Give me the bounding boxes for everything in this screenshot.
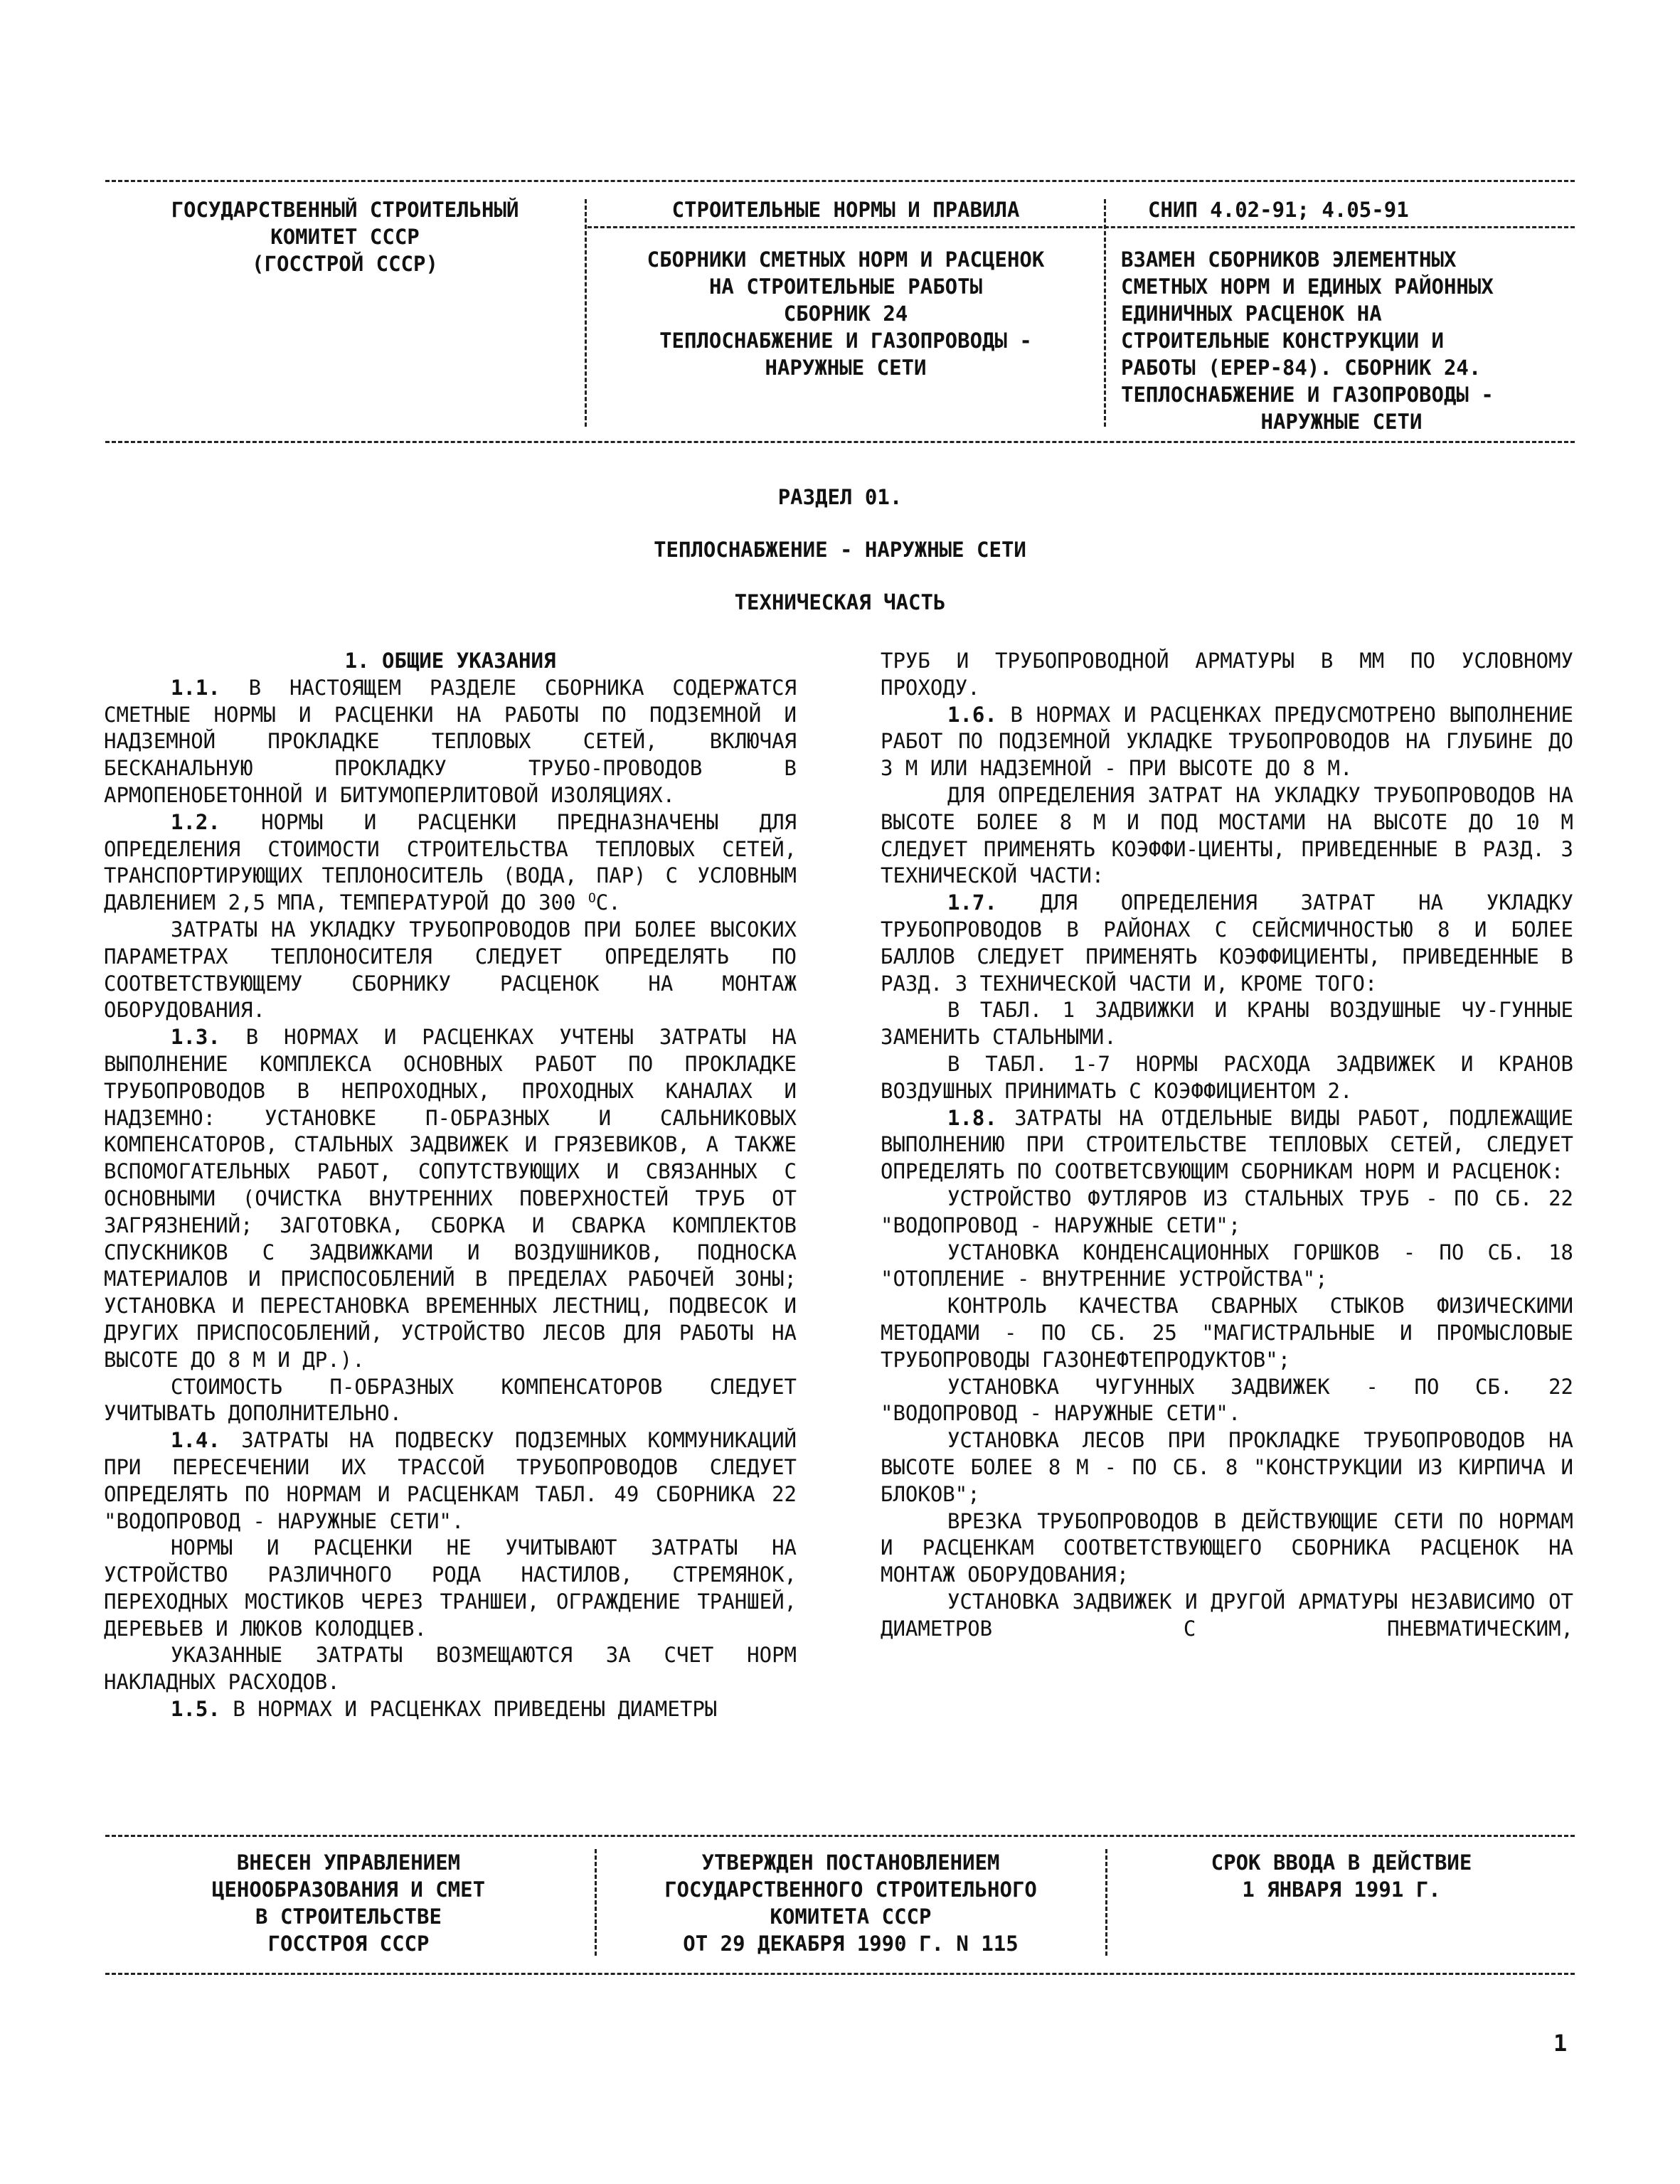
paragraph-text: НОРМЫ И РАСЦЕНКИ ПРЕДНАЗНАЧЕНЫ ДЛЯ ОПРЕДЕЛЕНИЯ СТОИМОСТИ СТРОИТЕЛЬСТВА ТЕПЛОВЫХ СЕТЕЙ, ТРАНСПОРТИРУЮЩИХ ТЕПЛОНОСИТЕЛЬ (ВОДА, ПАР) С УСЛОВНЫМ ДАВЛЕНИЕМ 2,5 МПА, ТЕМПЕРАТУРОЙ ДО 300: [104, 809, 797, 915]
paragraph-text: ЗАТРАТЫ НА УКЛАДКУ ТРУБОПРОВОДОВ ПРИ БОЛЕЕ ВЫСОКИХ ПАРАМЕТРАХ ТЕПЛОНОСИТЕЛЯ СЛЕДУЕТ ОПРЕДЕЛЯТЬ ПО СООТВЕТСТВУЮЩЕМУ СБОРНИКУ РАСЦЕНОК НА МОНТАЖ ОБОРУДОВАНИЯ.: [104, 917, 797, 1023]
footer-left-line: ГОССТРОЯ СССР: [267, 1932, 430, 1956]
paragraph-text: ДЛЯ ОПРЕДЕЛЕНИЯ ЗАТРАТ НА УКЛАДКУ ТРУБОПРОВОДОВ В РАЙОНАХ С СЕЙСМИЧНОСТЬЮ 8 И БОЛЕЕ БАЛЛОВ СЛЕДУЕТ ПРИМЕНЯТЬ КОЭФФИЦИЕНТЫ, ПРИВЕДЕННЫЕ В РАЗД. 3 ТЕХНИЧЕСКОЙ ЧАСТИ И, КРОМЕ ТОГО:: [881, 890, 1573, 996]
footer-left-line: ВНЕСЕН УПРАВЛЕНИЕМ: [236, 1850, 461, 1875]
header-left-line: КОМИТЕТ СССР: [270, 225, 420, 249]
header-left-line: (ГОССТРОЙ СССР): [252, 252, 438, 276]
header-divider-right: [1104, 199, 1106, 427]
paragraph: [881, 890, 1573, 997]
left-text-column: [104, 648, 797, 1723]
header-left-block: [114, 196, 576, 277]
header-right-line: ТЕПЛОСНАБЖЕНИЕ И ГАЗОПРОВОДЫ -: [1121, 383, 1494, 407]
footer-mid-block: [602, 1849, 1100, 1957]
paragraph-text: УКАЗАННЫЕ ЗАТРАТЫ ВОЗМЕЩАЮТСЯ ЗА СЧЕТ НОРМ НАКЛАДНЫХ РАСХОДОВ.: [104, 1643, 797, 1695]
paragraph-number: 1.8.: [947, 1105, 997, 1130]
paragraph: [881, 997, 1573, 1051]
paragraph-number: 1.2.: [171, 809, 220, 834]
section-title: РАЗДЕЛ 01.: [777, 485, 903, 509]
paragraph: [104, 1024, 797, 1373]
paragraph-number: 1.4.: [171, 1428, 220, 1453]
doc-type-title: СТРОИТЕЛЬНЫЕ НОРМЫ И ПРАВИЛА: [671, 198, 1020, 222]
subject-title: ТЕПЛОСНАБЖЕНИЕ - НАРУЖНЫЕ СЕТИ: [654, 538, 1026, 562]
header-right-block: [1114, 246, 1569, 435]
footer-mid-line: КОМИТЕТА СССР: [770, 1905, 932, 1929]
paragraph-number: 1.3.: [171, 1025, 220, 1050]
header-mid-line: НА СТРОИТЕЛЬНЫЕ РАБОТЫ: [708, 275, 983, 299]
paragraph: [881, 648, 1573, 702]
general-instructions-heading: 1. ОБЩИЕ УКАЗАНИЯ: [344, 649, 556, 673]
paragraph: [881, 702, 1573, 782]
paragraph-text: НОРМЫ И РАСЦЕНКИ НЕ УЧИТЫВАЮТ ЗАТРАТЫ НА УСТРОЙСТВО РАЗЛИЧНОГО РОДА НАСТИЛОВ, СТРЕМЯНОК, ПЕРЕХОДНЫХ МОСТИКОВ ЧЕРЕЗ ТРАНШЕИ, ОГРАЖДЕНИЕ ТРАНШЕЙ, ДЕРЕВЬЕВ И ЛЮКОВ КОЛОДЦЕВ.: [104, 1535, 797, 1641]
header-mid-line: НАРУЖНЫЕ СЕТИ: [765, 356, 927, 380]
paragraph: [881, 1427, 1573, 1508]
paragraph-number: 1.1.: [171, 675, 220, 700]
paragraph: [104, 1374, 797, 1428]
header-top-rule: [105, 180, 1575, 182]
header-mid-top: [593, 196, 1098, 223]
paragraph-text: В НОРМАХ И РАСЦЕНКАХ ПРИВЕДЕНЫ ДИАМЕТРЫ: [233, 1697, 718, 1722]
footer-divider-right: [1105, 1849, 1107, 1956]
degree-superscript: O: [588, 890, 596, 906]
paragraph-text: УСТРОЙСТВО ФУТЛЯРОВ ИЗ СТАЛЬНЫХ ТРУБ - ПО СБ. 22 "ВОДОПРОВОД - НАРУЖНЫЕ СЕТИ";: [881, 1186, 1573, 1237]
paragraph: [881, 782, 1573, 890]
paragraph-text: УСТАНОВКА КОНДЕНСАЦИОННЫХ ГОРШКОВ - ПО СБ. 18 "ОТОПЛЕНИЕ - ВНУТРЕННИЕ УСТРОЙСТВА";: [881, 1240, 1573, 1291]
paragraph-text: ЗАТРАТЫ НА ОТДЕЛЬНЫЕ ВИДЫ РАБОТ, ПОДЛЕЖАЩИЕ ВЫПОЛНЕНИЮ ПРИ СТРОИТЕЛЬСТВЕ ТЕПЛОВЫХ СЕТЕЙ, СЛЕДУЕТ ОПРЕДЕЛЯТЬ ПО СООТВЕТСВУЮЩИМ СБОРНИКАМ НОРМ И РАСЦЕНОК:: [881, 1105, 1573, 1184]
paragraph-number: 1.5.: [171, 1697, 220, 1722]
header-mid-line: ТЕПЛОСНАБЖЕНИЕ И ГАЗОПРОВОДЫ -: [659, 329, 1032, 353]
paragraph-text: СТОИМОСТЬ П-ОБРАЗНЫХ КОМПЕНСАТОРОВ СЛЕДУЕТ УЧИТЫВАТЬ ДОПОЛНИТЕЛЬНО.: [104, 1374, 797, 1426]
footer-right-block: [1114, 1849, 1569, 1903]
footer-right-line: 1 ЯНВАРЯ 1991 Г.: [1242, 1877, 1441, 1902]
header-divider-left: [585, 199, 587, 427]
paragraph-text: В НОРМАХ И РАСЦЕНКАХ УЧТЕНЫ ЗАТРАТЫ НА ВЫПОЛНЕНИЕ КОМПЛЕКСА ОСНОВНЫХ РАБОТ ПО ПРОКЛАДКЕ ТРУБОПРОВОДОВ В НЕПРОХОДНЫХ, ПРОХОДНЫХ КАНАЛАХ И НАДЗЕМНО: УСТАНОВКЕ П-ОБРАЗНЫХ И САЛЬНИКОВЫХ КОМПЕНСАТОРОВ, СТАЛЬНЫХ ЗАДВИЖЕК И ГРЯЗЕВИКОВ, А ТАКЖЕ ВСПОМОГАТЕЛЬНЫХ РАБОТ, СОПУТСТВУЮЩИХ И СВЯЗАННЫХ С ОСНОВНЫМИ (ОЧИСТКА ВНУТРЕННИХ ПОВЕРХНОСТЕЙ ТРУБ ОТ ЗАГРЯЗНЕНИЙ; ЗАГОТОВКА, СБОРКА И СВАРКА КОМПЛЕКТОВ СПУСКНИКОВ С ЗАДВИЖКАМИ И ВОЗДУШНИКОВ, ПОДНОСКА МАТЕРИАЛОВ И ПРИСПОСОБЛЕНИЙ В ПРЕДЕЛАХ РАБОЧЕЙ ЗОНЫ; УСТАНОВКА И ПЕРЕСТАНОВКА ВРЕМЕННЫХ ЛЕСТНИЦ, ПОДВЕСОК И ДРУГИХ ПРИСПОСОБЛЕНИЙ, УСТРОЙСТВО ЛЕСОВ ДЛЯ РАБОТЫ НА ВЫСОТЕ ДО 8 М И ДР.).: [104, 1025, 797, 1372]
paragraph: [104, 1535, 797, 1642]
paragraph: [104, 917, 797, 1024]
paragraph-text: ДЛЯ ОПРЕДЕЛЕНИЯ ЗАТРАТ НА УКЛАДКУ ТРУБОПРОВОДОВ НА ВЫСОТЕ БОЛЕЕ 8 М И ПОД МОСТАМИ НА ВЫСОТЕ ДО 10 М СЛЕДУЕТ ПРИМЕНЯТЬ КОЭФФИ-ЦИЕНТЫ, ПРИВЕДЕННЫЕ В РАЗД. 3 ТЕХНИЧЕСКОЙ ЧАСТИ:: [881, 782, 1573, 888]
header-right-top: [1148, 196, 1409, 223]
header-mid-rule: [588, 226, 1575, 228]
footer-top-rule: [105, 1835, 1575, 1837]
paragraph: [881, 1240, 1573, 1294]
paragraph: [104, 1642, 797, 1696]
paragraph: [104, 1696, 797, 1723]
paragraph-text: ЗАТРАТЫ НА ПОДВЕСКУ ПОДЗЕМНЫХ КОММУНИКАЦИЙ ПРИ ПЕРЕСЕЧЕНИИ ИХ ТРАССОЙ ТРУБОПРОВОДОВ СЛЕДУЕТ ОПРЕДЕЛЯТЬ ПО НОРМАМ И РАСЦЕНКАМ ТАБЛ. 49 СБОРНИКА 22 "ВОДОПРОВОД - НАРУЖНЫЕ СЕТИ".: [104, 1428, 797, 1533]
paragraph-text: ТРУБ И ТРУБОПРОВОДНОЙ АРМАТУРЫ В ММ ПО УСЛОВНОМУ ПРОХОДУ.: [881, 649, 1573, 700]
header-mid-line: СБОРНИК 24: [783, 302, 908, 326]
footer-left-line: ЦЕНООБРАЗОВАНИЯ И СМЕТ: [211, 1877, 486, 1902]
paragraph-text: УСТАНОВКА ЧУГУННЫХ ЗАДВИЖЕК - ПО СБ. 22 "ВОДОПРОВОД - НАРУЖНЫЕ СЕТИ".: [881, 1374, 1573, 1426]
paragraph: [104, 675, 797, 809]
footer-left-line: В СТРОИТЕЛЬСТВЕ: [255, 1905, 442, 1929]
header-right-line: ЕДИНИЧНЫХ РАСЦЕНОК НА: [1121, 302, 1382, 326]
paragraph: [881, 1374, 1573, 1428]
header-mid-line: СБОРНИКИ СМЕТНЫХ НОРМ И РАСЦЕНОК: [647, 247, 1045, 272]
header-mid-block: [593, 246, 1098, 381]
paragraph: [881, 1508, 1573, 1589]
paragraph-text: ВРЕЗКА ТРУБОПРОВОДОВ В ДЕЙСТВУЮЩИЕ СЕТИ ПО НОРМАМ И РАСЦЕНКАМ СООТВЕТСТВУЮЩЕГО СБОРНИКА РАСЦЕНОК НА МОНТАЖ ОБОРУДОВАНИЯ;: [881, 1508, 1573, 1587]
paragraph: [104, 809, 797, 917]
footer-mid-line: ГОСУДАРСТВЕННОГО СТРОИТЕЛЬНОГО: [664, 1877, 1037, 1902]
header-right-line: СМЕТНЫХ НОРМ И ЕДИНЫХ РАЙОННЫХ: [1121, 275, 1494, 299]
header-right-line: РАБОТЫ (ЕРЕР-84). СБОРНИК 24.: [1121, 356, 1482, 380]
footer-mid-line: УТВЕРЖДЕН ПОСТАНОВЛЕНИЕМ: [701, 1850, 1000, 1875]
page-number: 1: [1553, 2030, 1568, 2057]
paragraph-text: УСТАНОВКА ЗАДВИЖЕК И ДРУГОЙ АРМАТУРЫ НЕЗАВИСИМО ОТ ДИАМЕТРОВ С ПНЕВМАТИЧЕСКИМ,: [881, 1589, 1573, 1641]
paragraph: [104, 1427, 797, 1535]
paragraph-text: В НОРМАХ И РАСЦЕНКАХ ПРЕДУСМОТРЕНО ВЫПОЛНЕНИЕ РАБОТ ПО ПОДЗЕМНОЙ УКЛАДКЕ ТРУБОПРОВОДОВ НА ГЛУБИНЕ ДО 3 М ИЛИ НАДЗЕМНОЙ - ПРИ ВЫСОТЕ ДО 8 М.: [881, 702, 1573, 781]
paragraph-tail: C.: [595, 890, 621, 915]
header-right-line: НАРУЖНЫЕ СЕТИ: [1260, 410, 1423, 434]
paragraph-text: УСТАНОВКА ЛЕСОВ ПРИ ПРОКЛАДКЕ ТРУБОПРОВОДОВ НА ВЫСОТЕ БОЛЕЕ 8 М - ПО СБ. 8 "КОНСТРУКЦИИ ИЗ КИРПИЧА И БЛОКОВ";: [881, 1428, 1573, 1506]
paragraph-text: В НАСТОЯЩЕМ РАЗДЕЛЕ СБОРНИКА СОДЕРЖАТСЯ СМЕТНЫЕ НОРМЫ И РАСЦЕНКИ НА РАБОТЫ ПО ПОДЗЕМНОЙ И НАДЗЕМНОЙ ПРОКЛАДКЕ ТЕПЛОВЫХ СЕТЕЙ, ВКЛЮЧАЯ БЕСКАНАЛЬНУЮ ПРОКЛАДКУ ТРУБО-ПРОВОДОВ В АРМОПЕНОБЕТОННОЙ И БИТУМОПЕРЛИТОВОЙ ИЗОЛЯЦИЯХ.: [104, 675, 797, 807]
header-right-line: СТРОИТЕЛЬНЫЕ КОНСТРУКЦИИ И: [1121, 329, 1444, 353]
paragraph-text: В ТАБЛ. 1-7 НОРМЫ РАСХОДА ЗАДВИЖЕК И КРАНОВ ВОЗДУШНЫХ ПРИНИМАТЬ С КОЭФФИЦИЕНТОМ 2.: [881, 1051, 1573, 1103]
paragraph-text: КОНТРОЛЬ КАЧЕСТВА СВАРНЫХ СТЫКОВ ФИЗИЧЕСКИМИ МЕТОДАМИ - ПО СБ. 25 "МАГИСТРАЛЬНЫЕ И ПРОМЫСЛОВЫЕ ТРУБОПРОВОДЫ ГАЗОНЕФТЕПРОДУКТОВ";: [881, 1294, 1573, 1372]
paragraph: [881, 1293, 1573, 1373]
footer-divider-left: [595, 1849, 597, 1956]
footer-right-line: СРОК ВВОДА В ДЕЙСТВИЕ: [1211, 1850, 1472, 1875]
part-title: ТЕХНИЧЕСКАЯ ЧАСТЬ: [734, 590, 946, 614]
paragraph-number: 1.7.: [947, 890, 997, 915]
paragraph: [881, 1589, 1573, 1643]
paragraph: [881, 1051, 1573, 1105]
paragraph-number: 1.6.: [947, 702, 997, 727]
header-left-line: ГОСУДАРСТВЕННЫЙ СТРОИТЕЛЬНЫЙ: [171, 198, 519, 222]
paragraph: [881, 1105, 1573, 1186]
footer-left-block: [107, 1849, 590, 1957]
header-right-line: ВЗАМЕН СБОРНИКОВ ЭЛЕМЕНТНЫХ: [1121, 247, 1457, 272]
paragraph: [881, 1186, 1573, 1240]
footer-mid-line: ОТ 29 ДЕКАБРЯ 1990 Г. N 115: [683, 1932, 1019, 1956]
header-bottom-rule: [105, 441, 1575, 443]
paragraph-text: В ТАБЛ. 1 ЗАДВИЖКИ И КРАНЫ ВОЗДУШНЫЕ ЧУ-ГУННЫЕ ЗАМЕНИТЬ СТАЛЬНЫМИ.: [881, 998, 1573, 1050]
right-text-column: [881, 648, 1573, 1642]
snip-code: СНИП 4.02-91; 4.05-91: [1148, 198, 1409, 222]
footer-bottom-rule: [105, 1973, 1575, 1975]
